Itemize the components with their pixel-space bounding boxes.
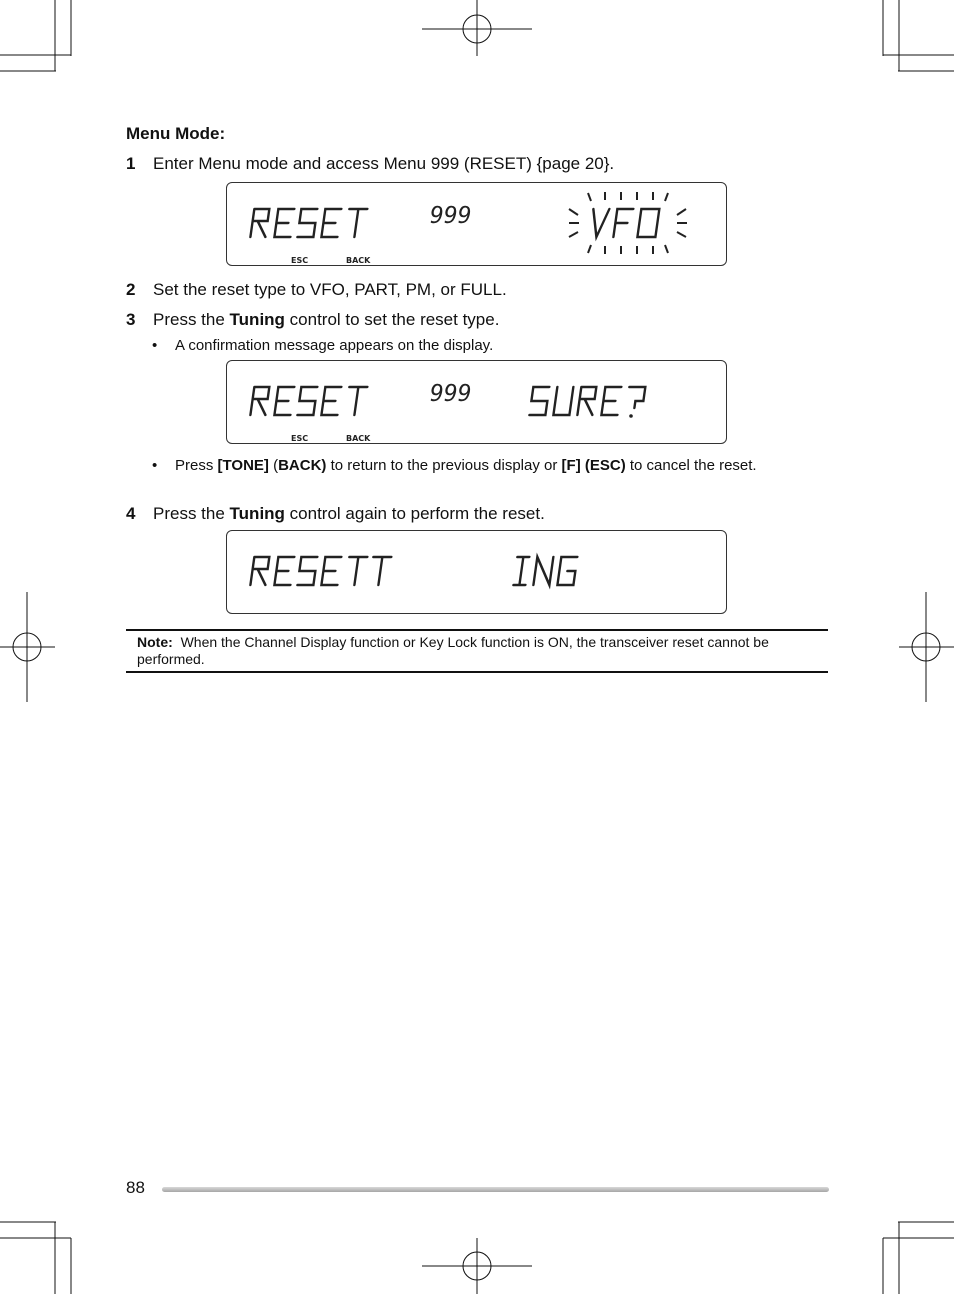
softkey-back-label: BACK: [346, 256, 371, 265]
note-text: When the Channel Display function or Key Lock function is ON, the transceiver reset cannot be performed.: [137, 634, 769, 667]
tuning-control-label: Tuning: [229, 310, 285, 329]
softkey-esc-label: ESC: [291, 256, 309, 265]
tuning-control-label: Tuning: [229, 504, 285, 523]
step-text: Set the reset type to VFO, PART, PM, or FULL.: [153, 280, 507, 299]
note-label: Note:: [137, 634, 173, 650]
bullet-text: A confirmation message appears on the display.: [175, 337, 494, 354]
section-heading: Menu Mode:: [126, 124, 226, 143]
step-text: Press the Tuning control to set the reset type.: [153, 310, 500, 329]
lcd-display-reset-vfo: [226, 182, 727, 266]
page-number: 88: [126, 1178, 145, 1197]
step-number: 4: [126, 504, 136, 523]
note-box: [126, 629, 828, 673]
lcd-display-resetting: [226, 530, 727, 614]
footer-rule: [162, 1187, 829, 1192]
softkey-back-label: BACK: [346, 434, 371, 443]
step-number: 2: [126, 280, 136, 299]
lcd-display-reset-sure: [226, 360, 727, 444]
step-text: Press the Tuning control again to perform the reset.: [153, 504, 545, 523]
step-number: 3: [126, 310, 136, 329]
lcd-menu-number: 999: [430, 381, 472, 407]
lcd-menu-number: 999: [430, 203, 472, 229]
bullet-text: Press [TONE] (BACK) to return to the previous display or [F] (ESC) to cancel the reset.: [175, 457, 757, 474]
step-text: Enter Menu mode and access Menu 999 (RESET) {page 20}.: [153, 154, 615, 173]
softkey-esc-label: ESC: [291, 434, 309, 443]
step-number: 1: [126, 154, 136, 173]
